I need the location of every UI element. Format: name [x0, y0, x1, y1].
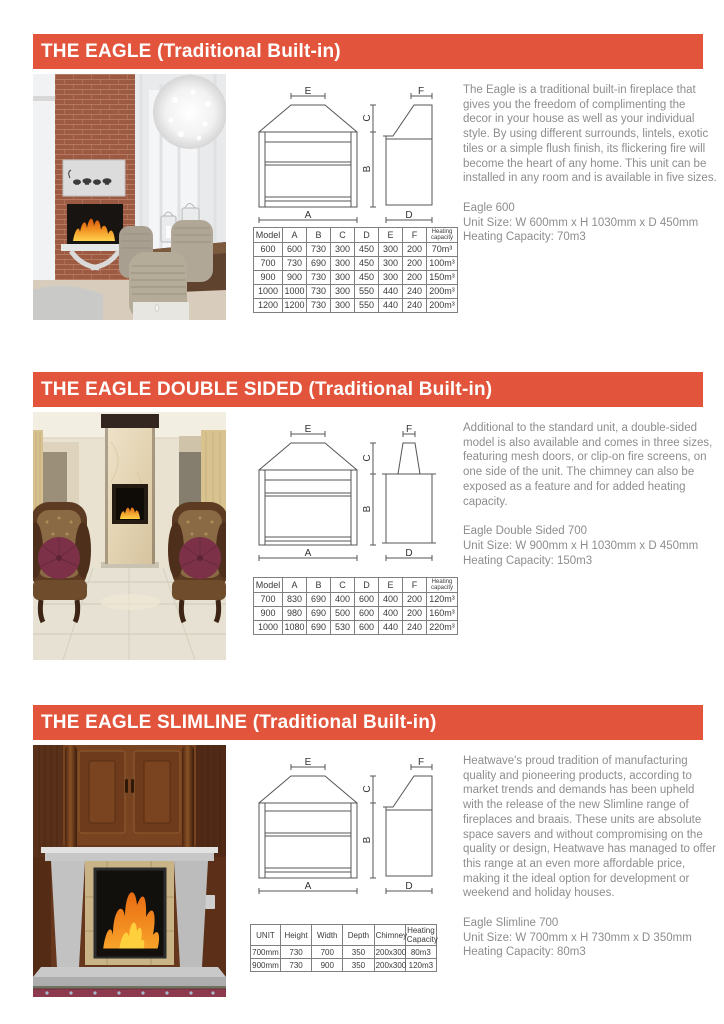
- table-cell: 400: [379, 593, 403, 607]
- section-eagle-double-sided: [0, 372, 724, 660]
- dim-label-a: A: [304, 210, 312, 221]
- spec-model: Eagle 600: [463, 201, 515, 214]
- table-cell: 690: [307, 621, 331, 635]
- table-cell: 300: [379, 257, 403, 271]
- oriental-rug: [33, 989, 226, 997]
- table-cell: 700mm: [251, 946, 281, 959]
- dim-label-b: B: [362, 165, 373, 173]
- dim-label-a: A: [304, 548, 312, 559]
- side-view: [383, 105, 432, 205]
- table-cell: 160m³: [427, 607, 458, 621]
- table-cell: 500: [331, 607, 355, 621]
- photo-eagle-living-room: [33, 74, 226, 320]
- diagram-eagle-double-sided: [246, 425, 441, 565]
- table-cell: 1080: [283, 621, 307, 635]
- table-cell: 900: [283, 271, 307, 285]
- fireplace-opening: [67, 204, 123, 244]
- left-wall: [33, 74, 55, 280]
- description-slimline: [463, 754, 717, 960]
- table-cell: 600: [355, 593, 379, 607]
- spec-block: [463, 201, 717, 245]
- spec-size: Unit Size: W 600mm x H 1030mm x D 450mm: [463, 216, 699, 229]
- table-cell: 300: [379, 271, 403, 285]
- table-cell: 440: [379, 621, 403, 635]
- table-header-cell: B: [307, 228, 331, 243]
- table-row: [254, 299, 458, 313]
- table-cell: 350: [343, 959, 374, 972]
- table-header-cell: A: [283, 578, 307, 593]
- table-header-row: [254, 228, 458, 243]
- side-view-double: [382, 443, 436, 543]
- table-cell: 730: [307, 243, 331, 257]
- dim-label-b: B: [362, 836, 373, 844]
- table-cell: 300: [331, 243, 355, 257]
- hearth: [33, 967, 226, 986]
- spec-table-eagle: [253, 227, 458, 313]
- table-cell: 730: [281, 946, 312, 959]
- table-header-cell: Heating capacity: [427, 228, 458, 243]
- dim-label-f: F: [405, 425, 413, 435]
- table-cell: 730: [307, 271, 331, 285]
- dim-label-e: E: [304, 425, 312, 435]
- table-cell: 1200: [254, 299, 283, 313]
- table-header-cell: D: [355, 228, 379, 243]
- double-sided-fireplace-column: [101, 414, 159, 568]
- spec-model: Eagle Slimline 700: [463, 917, 559, 930]
- table-header-cell: Model: [254, 228, 283, 243]
- table-cell: 690: [307, 593, 331, 607]
- dim-label-c: C: [362, 785, 373, 793]
- table-row: [254, 285, 458, 299]
- living-room-photo-graphic: [33, 74, 226, 320]
- table-cell: 240: [403, 299, 427, 313]
- table-header-cell: C: [331, 578, 355, 593]
- table-header-cell: Depth: [343, 925, 374, 946]
- table-cell: 100m³: [427, 257, 458, 271]
- dim-label-d: D: [405, 210, 413, 221]
- section-title: THE EAGLE DOUBLE SIDED (Traditional Built-in): [41, 378, 493, 400]
- table-row: [251, 946, 437, 959]
- dim-label-d: D: [405, 548, 413, 559]
- table-cell: 300: [331, 285, 355, 299]
- table-cell: 300: [331, 257, 355, 271]
- table-cell: 200m³: [427, 285, 458, 299]
- front-view: [259, 105, 357, 207]
- dim-label-b: B: [362, 505, 373, 513]
- spec-table-slimline: [250, 924, 437, 972]
- table-cell: 550: [355, 285, 379, 299]
- table-header-row: [251, 925, 437, 946]
- table-cell: 550: [355, 299, 379, 313]
- table-cell: 530: [331, 621, 355, 635]
- table-cell: 300: [379, 243, 403, 257]
- dim-label-e: E: [304, 87, 312, 97]
- table-cell: 300: [331, 299, 355, 313]
- table-header-cell: F: [403, 578, 427, 593]
- spec-block: [463, 916, 717, 960]
- dim-label-e: E: [304, 758, 312, 768]
- table-cell: 350: [343, 946, 374, 959]
- table-cell: 600: [254, 243, 283, 257]
- table-header-cell: Heating Capacity: [406, 926, 438, 945]
- table-header-cell: C: [331, 228, 355, 243]
- table-header-cell: E: [379, 578, 403, 593]
- side-view: [383, 776, 432, 876]
- description-text: The Eagle is a traditional built-in fireplace that gives you the freedom of complimenting the decor in your house as well as your individual style. By using different surrounds, lintels, exotic tiles or a simple flush finish, its flickering fire will become the heart of any home. This unit can be installed in any room and is available in five sizes.: [463, 84, 717, 185]
- table-cell: 220m³: [427, 621, 458, 635]
- table-cell: 830: [283, 593, 307, 607]
- table-cell: 730: [281, 959, 312, 972]
- wood-cabinet: [63, 745, 196, 849]
- table-cell: 900: [254, 271, 283, 285]
- table-row: [254, 593, 458, 607]
- description-text: Heatwave's proud tradition of manufacturing quality and pioneering products, according to market trends and demands has been upheld with the release of the new Slimline range of fireplaces and braais. These units are absolute space savers and without compromising on the quality or design, Heatwave has managed to offer this range at an even more affordable price, making it the ideal option for development or weekend and holiday houses.: [463, 755, 716, 900]
- table-cell: 1200: [283, 299, 307, 313]
- table-cell: 150m³: [427, 271, 458, 285]
- table-cell: 120m3: [405, 959, 436, 972]
- section-title: THE EAGLE (Traditional Built-in): [41, 40, 341, 62]
- table-cell: 700: [254, 257, 283, 271]
- table-cell: 1000: [254, 285, 283, 299]
- dim-label-f: F: [417, 87, 425, 97]
- table-cell: 1000: [254, 621, 283, 635]
- table-row: [254, 607, 458, 621]
- spec-capacity: Heating Capacity: 150m3: [463, 554, 593, 567]
- section-eagle: [0, 34, 724, 322]
- spec-capacity: Heating Capacity: 70m3: [463, 231, 586, 244]
- dimension-drawing: [246, 758, 441, 898]
- dim-label-a: A: [304, 881, 312, 892]
- table-cell: 200: [403, 257, 427, 271]
- table-cell: 240: [403, 285, 427, 299]
- spec-capacity: Heating Capacity: 80m3: [463, 946, 586, 959]
- table-cell: 200: [403, 607, 427, 621]
- table-cell: 900: [254, 607, 283, 621]
- photo-double-sided-lounge: [33, 412, 226, 660]
- table-cell: 440: [379, 299, 403, 313]
- table-header-cell: UNIT: [251, 925, 281, 946]
- table-cell: 600: [283, 243, 307, 257]
- section-title: THE EAGLE SLIMLINE (Traditional Built-in): [41, 711, 437, 733]
- table-header-cell: D: [355, 578, 379, 593]
- table-row: [254, 257, 458, 271]
- spec-block: [463, 524, 717, 568]
- dim-label-f: F: [417, 758, 425, 768]
- photo-slimline-fireplace: [33, 745, 226, 997]
- table-cell: 980: [283, 607, 307, 621]
- table-cell: 240: [403, 621, 427, 635]
- table-cell: 730: [307, 299, 331, 313]
- table-cell: 690: [307, 257, 331, 271]
- table-header-cell: Width: [312, 925, 343, 946]
- section-header-bar: [33, 705, 703, 740]
- table-header-cell: B: [307, 578, 331, 593]
- diagram-eagle-slimline: [246, 758, 441, 898]
- table-cell: 200: [403, 243, 427, 257]
- table-row: [254, 271, 458, 285]
- table-cell: 730: [283, 257, 307, 271]
- table-cell: 600: [355, 621, 379, 635]
- table-row: [254, 243, 458, 257]
- spec-size: Unit Size: W 900mm x H 1030mm x D 450mm: [463, 539, 699, 552]
- table-cell: 200: [403, 271, 427, 285]
- table-header-cell: Heating capacity: [427, 578, 458, 593]
- table-header-cell: Model: [254, 578, 283, 593]
- diagram-eagle: [246, 87, 441, 227]
- table-cell: 80m3: [405, 946, 436, 959]
- table-cell: 200: [403, 593, 427, 607]
- table-cell: 450: [355, 271, 379, 285]
- table-cell: 1000: [283, 285, 307, 299]
- table-cell: 70m³: [427, 243, 458, 257]
- table-cell: 450: [355, 257, 379, 271]
- table-cell: 400: [379, 607, 403, 621]
- dimension-drawing: [246, 87, 441, 227]
- dim-label-c: C: [362, 454, 373, 462]
- table-cell: 300: [331, 271, 355, 285]
- table-cell: 120m³: [427, 593, 458, 607]
- sofa-corner: [33, 286, 103, 320]
- table-row: [251, 959, 437, 972]
- description-eagle: [463, 83, 717, 245]
- front-view: [259, 776, 357, 878]
- table-cell: 600: [355, 607, 379, 621]
- table-cell: 900: [312, 959, 343, 972]
- fireplace-photo-graphic: [33, 745, 226, 997]
- table-cell: 700: [254, 593, 283, 607]
- description-text: Additional to the standard unit, a double-sided model is also available and comes in three sizes, featuring mesh doors, or clip-on fire screens, on one side of the unit. The chimney can also be exposed as a feature and for added heating capacity.: [463, 422, 713, 508]
- artwork-panel: [63, 160, 125, 196]
- dimension-drawing: [246, 425, 441, 565]
- table-cell: 900mm: [251, 959, 281, 972]
- front-view: [259, 443, 357, 545]
- table-header-cell: F: [403, 228, 427, 243]
- dim-label-c: C: [362, 114, 373, 122]
- section-header-bar: [33, 372, 703, 407]
- table-row: [254, 621, 458, 635]
- spec-size: Unit Size: W 700mm x H 730mm x D 350mm: [463, 931, 692, 944]
- table-cell: 400: [331, 593, 355, 607]
- table-cell: 440: [379, 285, 403, 299]
- light-switch: [205, 895, 215, 909]
- table-header-cell: A: [283, 228, 307, 243]
- table-header-cell: Height: [281, 925, 312, 946]
- lounge-photo-graphic: [33, 412, 226, 660]
- table-cell: 450: [355, 243, 379, 257]
- section-header-bar: [33, 34, 703, 69]
- table-header-cell: Chimney: [374, 925, 405, 946]
- section-eagle-slimline: [0, 705, 724, 997]
- description-double-sided: [463, 421, 717, 568]
- table-cell: 700: [312, 946, 343, 959]
- table-cell: 200x300: [374, 946, 405, 959]
- spec-table-double-sided: [253, 577, 458, 635]
- table-cell: 200m³: [427, 299, 458, 313]
- table-cell: 690: [307, 607, 331, 621]
- table-header-row: [254, 578, 458, 593]
- table-cell: 730: [307, 285, 331, 299]
- spec-model: Eagle Double Sided 700: [463, 525, 588, 538]
- dim-label-d: D: [405, 881, 413, 892]
- table-cell: 200x300: [374, 959, 405, 972]
- firebox: [95, 869, 165, 957]
- table-header-cell: E: [379, 228, 403, 243]
